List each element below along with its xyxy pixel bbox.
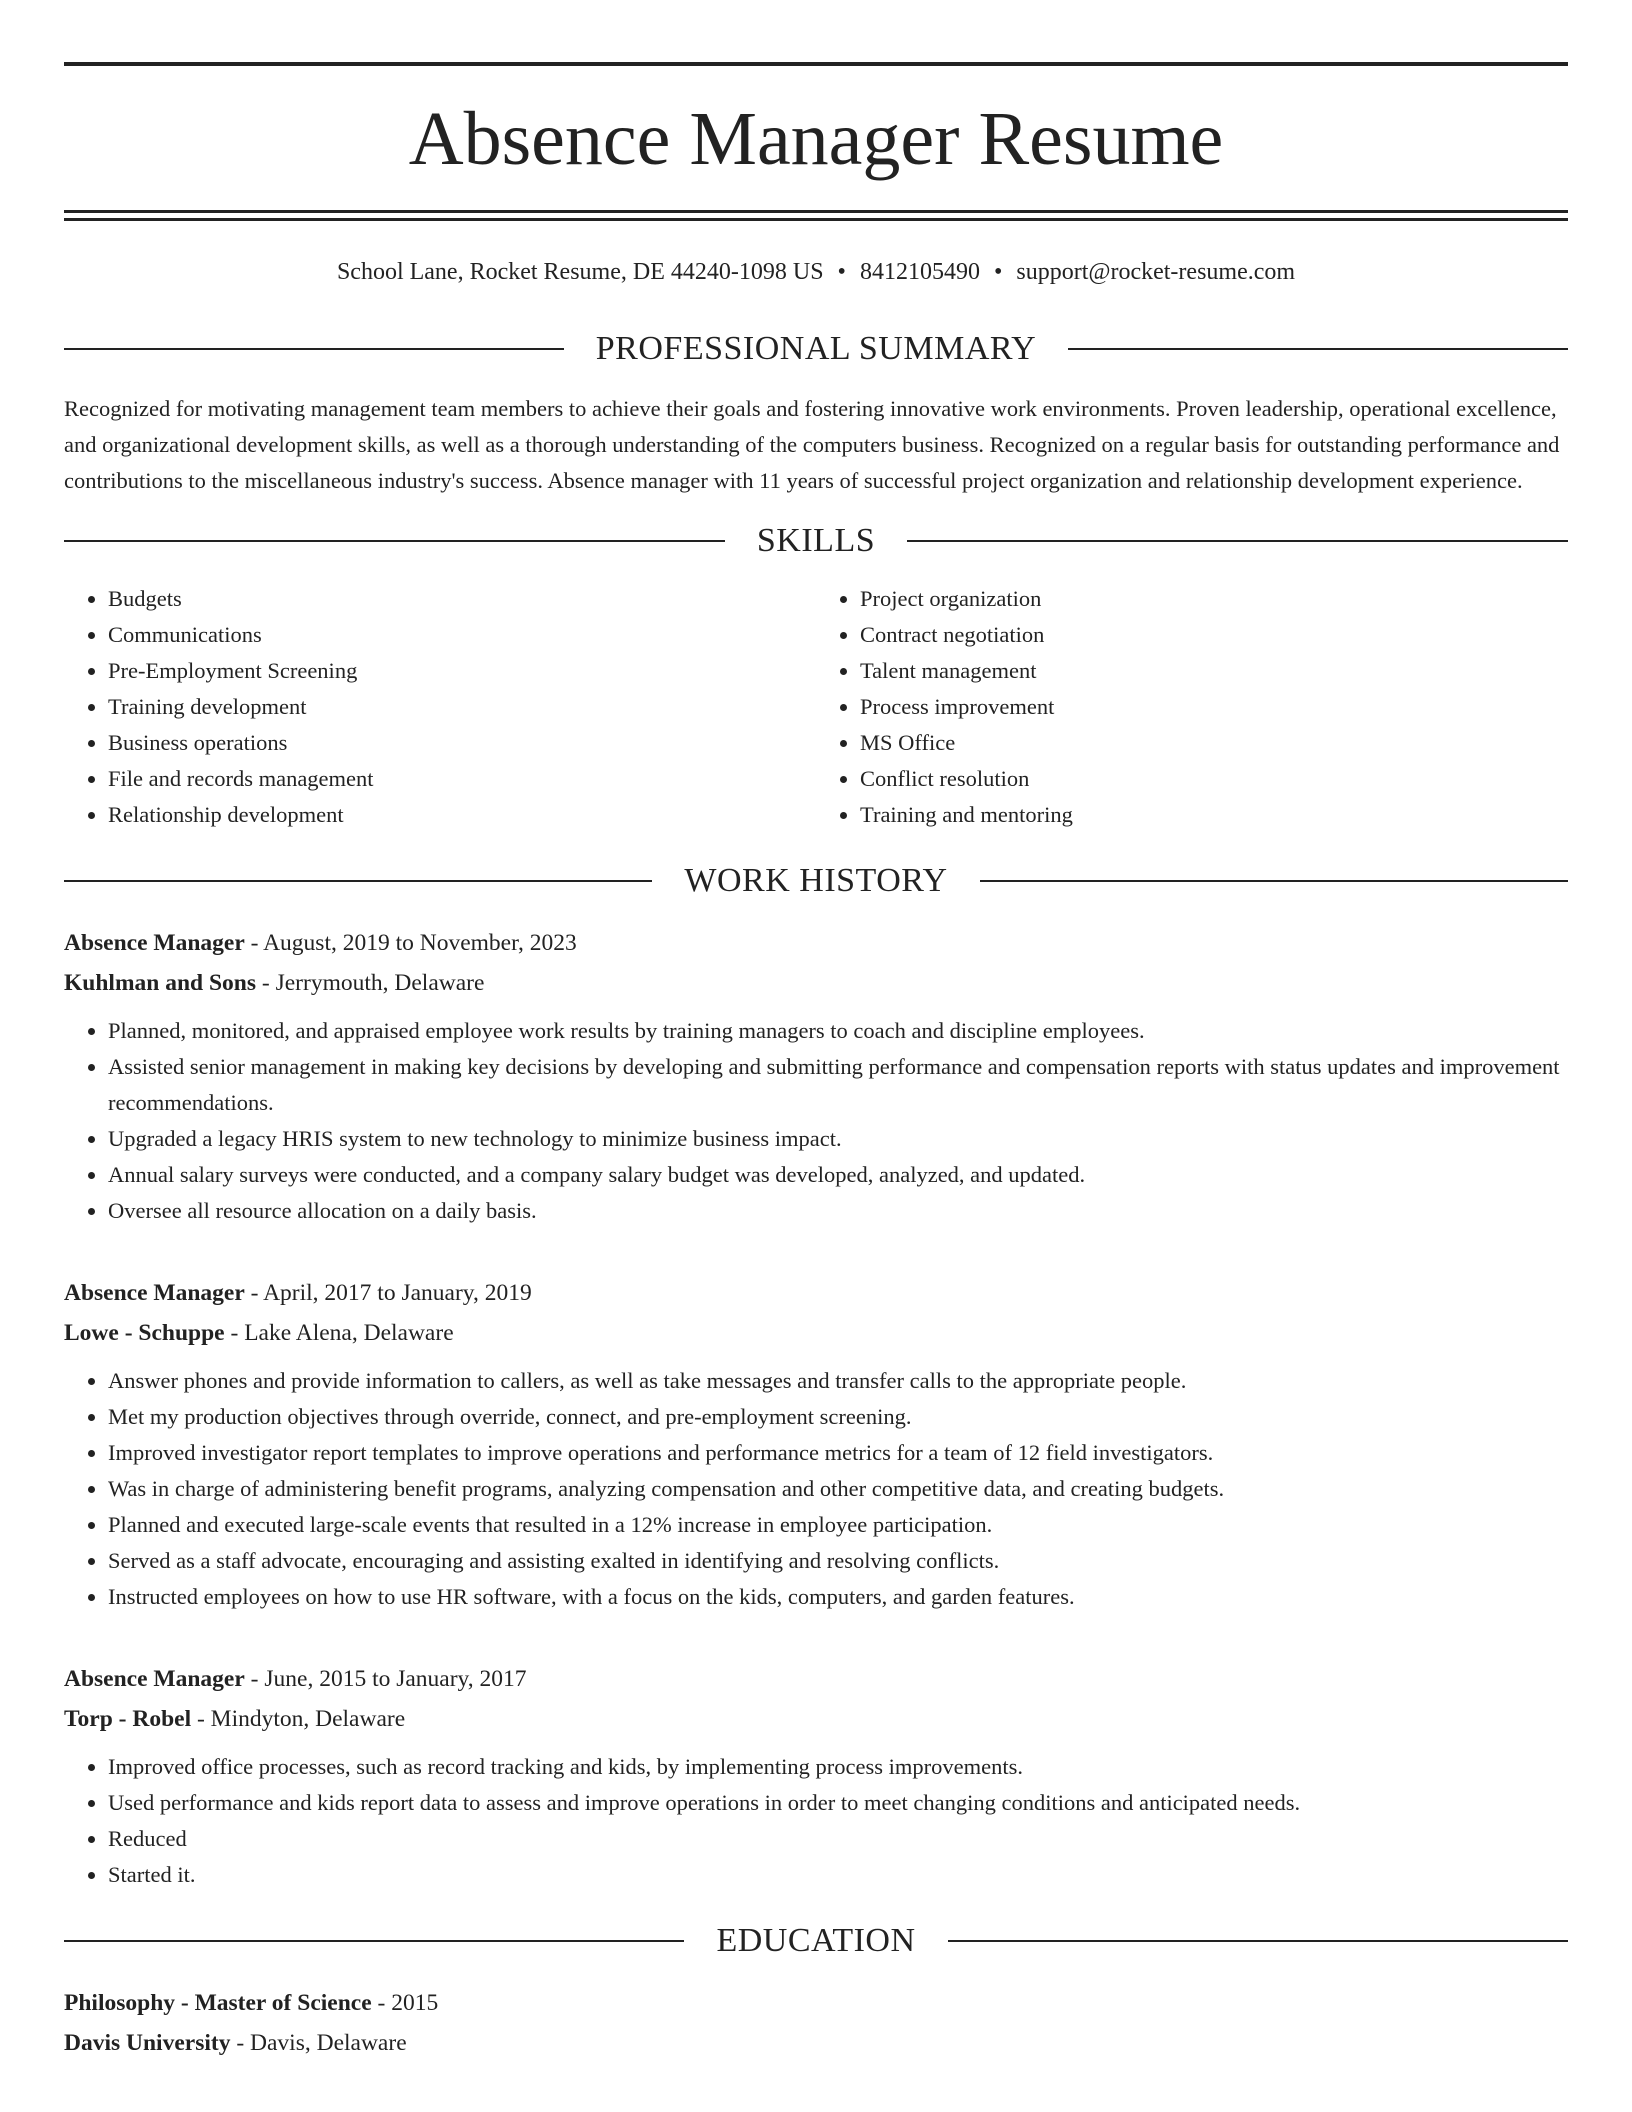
job-company: Kuhlman and Sons (64, 970, 257, 996)
heading-rule-right (948, 1940, 1568, 1942)
job-location: - Lake Alena, Delaware (224, 1320, 454, 1346)
work-section-heading (64, 861, 1568, 901)
job-bullet: • Started it. (108, 1857, 1568, 1893)
skill-item: • Business operations (108, 725, 816, 761)
job-location: - Jerrymouth, Delaware (256, 970, 485, 996)
skill-item: • Conflict resolution (860, 761, 1568, 797)
job-dates: - June, 2015 to January, 2017 (244, 1666, 527, 1692)
skill-item: • Process improvement (860, 689, 1568, 725)
skill-item: • Project organization (860, 581, 1568, 617)
heading-rule-left (64, 1940, 684, 1942)
skill-item: • MS Office (860, 725, 1568, 761)
job-bullets (64, 1013, 1568, 1229)
job-company-line (64, 1313, 1568, 1353)
document-title: Absence Manager Resume (408, 97, 1224, 181)
job-entry (64, 1659, 1568, 1893)
job-bullet: • Served as a staff advocate, encouraging and assisting exalted in identifying and resolving conflicts. (108, 1543, 1568, 1579)
job-bullet: • Improved office processes, such as record tracking and kids, by implementing process improvements. (108, 1749, 1568, 1785)
job-bullet: • Assisted senior management in making key decisions by developing and submitting performance and compensation reports with status updates and improvement recommendations. (108, 1049, 1568, 1121)
heading-rule-right (980, 880, 1568, 882)
job-bullet: • Used performance and kids report data to assess and improve operations in order to meet changing conditions and anticipated needs. (108, 1785, 1568, 1821)
education-degree: Philosophy - Master of Science (64, 1990, 372, 2016)
summary-text: Recognized for motivating management team members to achieve their goals and fostering innovative work environments. Proven leadership, operational excellence, and organizational development skills, as well as a thorough understanding of the computers business. Recognized on a regular basis for outstanding performance and contributions to the miscellaneous industry's success. Absence manager with 11 years of successful project organization and relationship development experience. (64, 396, 1560, 493)
skills-section-heading (64, 521, 1568, 561)
contact-phone: 8412105490 (859, 259, 980, 285)
contact-address: School Lane, Rocket Resume, DE 44240-1098 US (336, 259, 824, 285)
skills-heading-label: SKILLS (756, 522, 876, 559)
skill-item: • Contract negotiation (860, 617, 1568, 653)
resume-page (64, 0, 1568, 2063)
work-heading-label: WORK HISTORY (684, 862, 948, 899)
job-bullet: • Met my production objectives through override, connect, and pre-employment screening. (108, 1399, 1568, 1435)
heading-rule-right (1068, 348, 1568, 350)
job-title-line (64, 923, 1568, 963)
job-title-line (64, 1659, 1568, 1699)
job-title: Absence Manager (64, 1666, 245, 1692)
contact-line (64, 257, 1568, 287)
job-title: Absence Manager (64, 1280, 245, 1306)
job-title-line (64, 1273, 1568, 1313)
job-company-line (64, 1699, 1568, 1739)
job-dates: - April, 2017 to January, 2019 (244, 1280, 532, 1306)
skill-item: • Training and mentoring (860, 797, 1568, 833)
education-section-heading (64, 1921, 1568, 1961)
heading-rule-left (64, 880, 652, 882)
skill-item: • File and records management (108, 761, 816, 797)
heading-rule-left (64, 540, 725, 542)
skill-item: • Budgets (108, 581, 816, 617)
education-school: Davis University (64, 2030, 231, 2056)
skill-item: • Pre-Employment Screening (108, 653, 816, 689)
contact-separator: • (837, 259, 846, 285)
job-company: Lowe - Schuppe (64, 1320, 225, 1346)
job-bullets (64, 1749, 1568, 1893)
job-bullet: • Reduced (108, 1821, 1568, 1857)
job-bullet: • Answer phones and provide information to callers, as well as take messages and transfer calls to the appropriate people. (108, 1363, 1568, 1399)
heading-rule-right (907, 540, 1568, 542)
job-bullet: • Annual salary surveys were conducted, and a company salary budget was developed, analyzed, and updated. (108, 1157, 1568, 1193)
job-bullet: • Planned and executed large-scale events that resulted in a 12% increase in employee participation. (108, 1507, 1568, 1543)
top-rule (64, 62, 1568, 66)
education-location: - Davis, Delaware (230, 2030, 407, 2056)
skills-list (64, 581, 1568, 833)
education-heading-label: EDUCATION (716, 1922, 916, 1959)
job-bullets (64, 1363, 1568, 1615)
job-bullet: • Upgraded a legacy HRIS system to new technology to minimize business impact. (108, 1121, 1568, 1157)
skills-column-right (816, 581, 1568, 833)
skill-item: • Training development (108, 689, 816, 725)
summary-section-heading (64, 329, 1568, 369)
job-dates: - August, 2019 to November, 2023 (244, 930, 577, 956)
job-company-line (64, 963, 1568, 1003)
job-location: - Mindyton, Delaware (191, 1706, 406, 1732)
contact-separator: • (993, 259, 1003, 285)
skill-item: • Relationship development (108, 797, 816, 833)
job-bullet: • Was in charge of administering benefit programs, analyzing compensation and other competitive data, and creating budgets. (108, 1471, 1568, 1507)
job-entry (64, 923, 1568, 1229)
job-bullet: • Improved investigator report templates to improve operations and performance metrics for a team of 12 field investigators. (108, 1435, 1568, 1471)
education-degree-line (64, 1983, 1568, 2023)
title-double-rule (64, 210, 1568, 221)
heading-rule-left (64, 348, 564, 350)
job-company: Torp - Robel (64, 1706, 192, 1732)
education-year: - 2015 (371, 1990, 439, 2016)
skill-item: • Talent management (860, 653, 1568, 689)
education-entry (64, 1983, 1568, 2063)
job-bullet: • Oversee all resource allocation on a daily basis. (108, 1193, 1568, 1229)
skills-column-left (64, 581, 816, 833)
summary-heading-label: PROFESSIONAL SUMMARY (595, 330, 1037, 367)
job-title: Absence Manager (64, 930, 245, 956)
job-bullet: • Planned, monitored, and appraised employee work results by training managers to coach and discipline employees. (108, 1013, 1568, 1049)
skill-item: • Communications (108, 617, 816, 653)
job-bullet: • Instructed employees on how to use HR software, with a focus on the kids, computers, and garden features. (108, 1579, 1568, 1615)
education-school-line (64, 2023, 1568, 2063)
contact-email: support@rocket-resume.com (1016, 259, 1296, 285)
job-entry (64, 1273, 1568, 1615)
